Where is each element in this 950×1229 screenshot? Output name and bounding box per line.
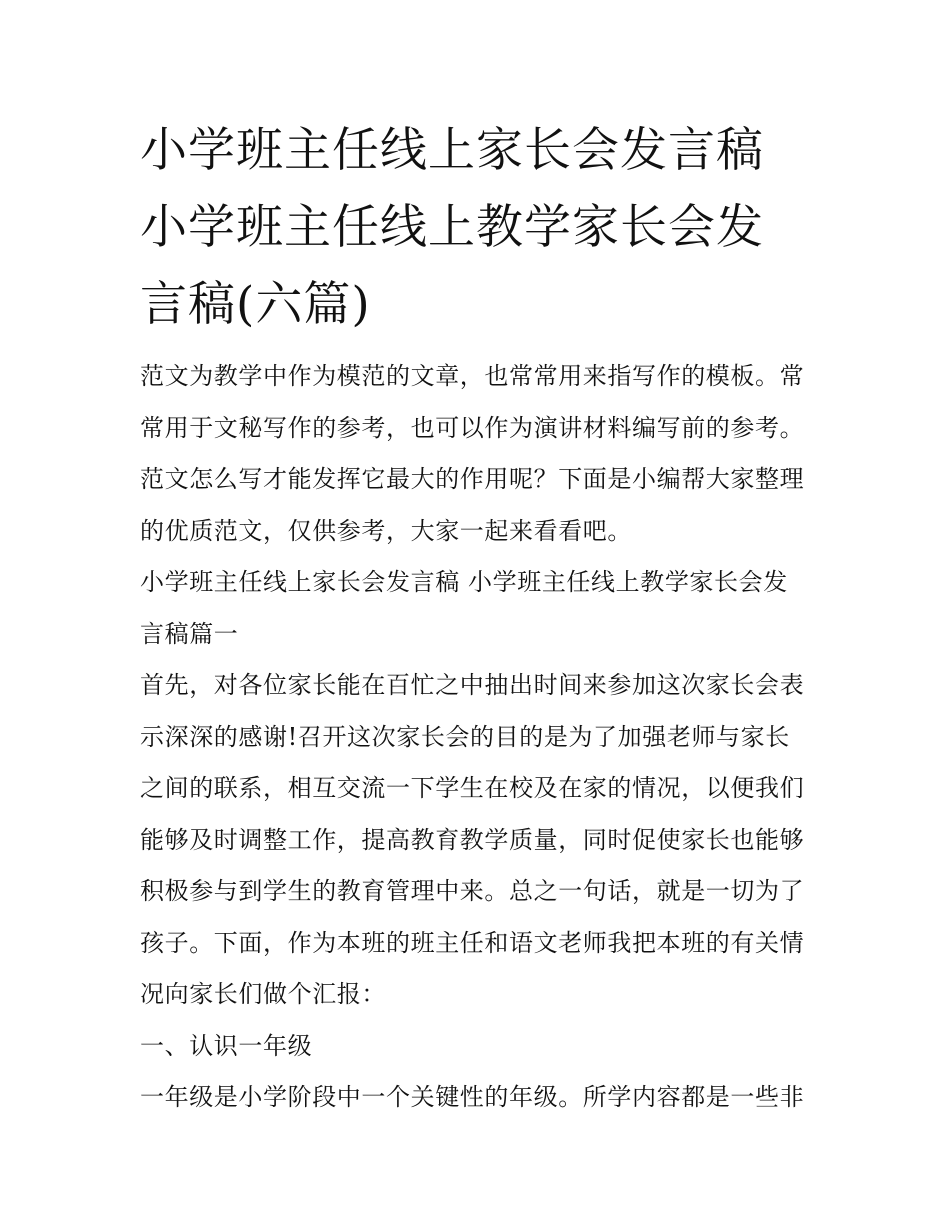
intro-line: 范文怎么写才能发挥它最大的作用呢？下面是小编帮大家整理: [140, 465, 805, 493]
paragraph-line: 能够及时调整工作，提高教育教学质量，同时促使家长也能够: [140, 825, 805, 854]
subheading-line: 一、认识一年级: [140, 1031, 313, 1060]
document-body: [140, 351, 820, 1124]
paragraph-line: 一年级是小学阶段中一个关键性的年级。所学内容都是一些非: [140, 1083, 805, 1111]
intro-line: 范文为教学中作为模范的文章，也常常用来指写作的模板。常: [140, 362, 805, 390]
paragraph-line: 积极参与到学生的教育管理中来。总之一句话，就是一切为了: [140, 877, 805, 905]
section-heading-line: 言稿篇一: [140, 619, 239, 648]
paragraph-line: 况向家长们做个汇报：: [140, 980, 386, 1008]
title-line: 小学班主任线上家长会发言稿: [140, 123, 764, 178]
section-heading-line: 小学班主任线上家长会发言稿 小学班主任线上教学家长会发: [140, 568, 788, 596]
paragraph-line: 示深深的感谢!召开这次家长会的目的是为了加强老师与家长: [140, 722, 790, 751]
document-page: [140, 112, 820, 1124]
title-line: 小学班主任线上教学家长会发: [140, 200, 764, 255]
paragraph-line: 之间的联系，相互交流一下学生在校及在家的情况，以便我们: [140, 774, 805, 802]
intro-line: 的优质范文，仅供参考，大家一起来看看吧。: [140, 516, 632, 545]
paragraph-line: 首先，对各位家长能在百忙之中抽出时间来参加这次家长会表: [140, 671, 805, 699]
document-title: [140, 112, 820, 343]
intro-line: 常用于文秘写作的参考，也可以作为演讲材料编写前的参考。: [140, 413, 805, 442]
paragraph-line: 孩子。下面，作为本班的班主任和语文老师我把本班的有关情: [140, 928, 805, 957]
title-line: 言稿(六篇): [140, 277, 371, 332]
